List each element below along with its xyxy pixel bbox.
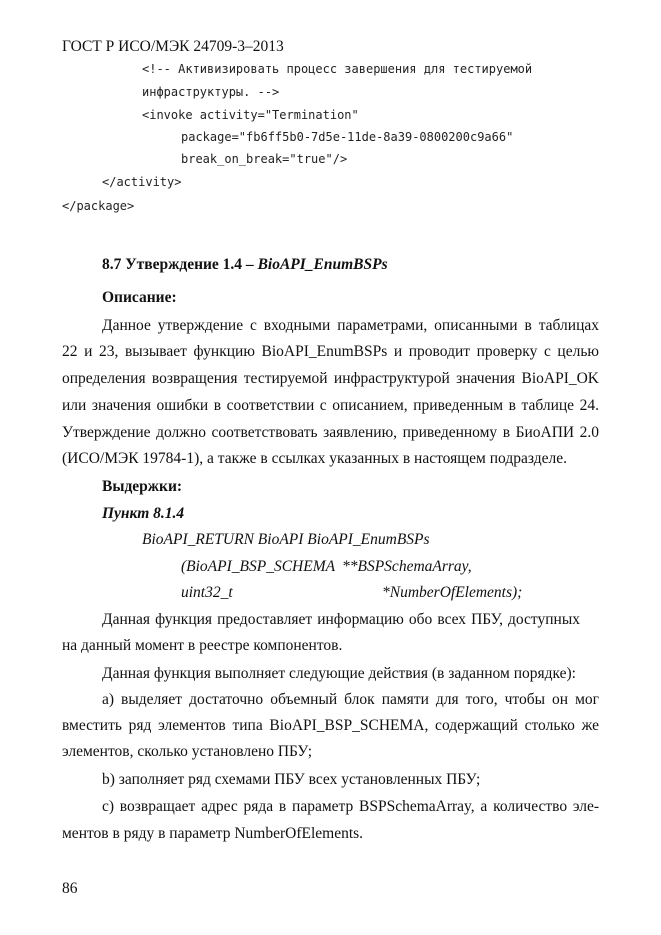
page-number: 86	[62, 880, 78, 897]
paragraph-line: Данная функция предоставляет информацию обо всех ПБУ, доступных	[102, 611, 580, 628]
list-item-a-line: а) выделяет достаточно объемный блок памяти для того, чтобы он мог	[102, 691, 599, 708]
list-item-c-line: c) возвращает адрес ряда в параметр BSPSchemaArray, а количество эле-	[102, 798, 599, 815]
list-item-a-line: элементов, сколько установлено ПБУ;	[62, 743, 313, 760]
code-line: break_on_break="true"/>	[181, 152, 348, 166]
paragraph-line: 22 и 23, вызывает функцию BioAPI_EnumBSPs и проводит проверку с целью	[62, 343, 599, 360]
code-line: package="fb6ff5b0-7d5e-11de-8a39-0800200c9a66"	[181, 130, 514, 144]
code-line: <!-- Активизировать процесс завершения для тестируемой	[142, 62, 533, 76]
signature-param-name: **BSPSchemaArray,	[342, 558, 472, 575]
code-line: </activity>	[102, 175, 182, 189]
list-item-c-line: ментов в ряду в параметр NumberOfElements.	[62, 825, 364, 842]
signature-param-type: (BioAPI_BSP_SCHEMA	[181, 558, 336, 575]
section-title-function: BioAPI_EnumBSPs	[257, 256, 388, 273]
paragraph-line: Данная функция выполняет следующие действия (в заданном порядке):	[102, 665, 576, 682]
paragraph-line: на данный момент в реестре компонентов.	[62, 637, 343, 654]
paragraph-line: определения возвращения тестируемой инфраструктурой значения BioAPI_OK	[62, 370, 599, 387]
function-signature: BioAPI_RETURN BioAPI BioAPI_EnumBSPs	[142, 531, 430, 548]
section-number-title: 8.7 Утверждение 1.4 –	[102, 256, 258, 273]
excerpts-heading: Выдержки:	[102, 478, 183, 495]
paragraph-line: (ИСО/МЭК 19784-1), а также в ссылках указанных в настоящем подразделе.	[62, 450, 567, 467]
code-line: инфраструктуры. -->	[142, 85, 280, 99]
section-heading	[102, 256, 388, 274]
code-line: <invoke activity="Termination"	[142, 108, 359, 122]
signature-param-name: *NumberOfElements);	[382, 584, 523, 601]
code-line: </package>	[62, 199, 135, 213]
paragraph-line: Данное утверждение с входными параметрами, описанными в таблицах	[102, 317, 599, 334]
signature-param-type: uint32_t	[181, 584, 233, 601]
paragraph-line: или значения ошибки в соответствии с описанием, приведенным в таблице 24.	[62, 397, 599, 414]
description-heading: Описание:	[102, 289, 177, 306]
paragraph-line: Утверждение должно соответствовать заявлению, приведенному в БиоАПИ 2.0	[62, 424, 599, 441]
list-item-a-line: вместить ряд элементов типа BioAPI_BSP_SCHEMA, содержащий столько же	[62, 717, 599, 734]
list-item-b: b) заполняет ряд схемами ПБУ всех установленных ПБУ;	[102, 771, 481, 788]
standard-header: ГОСТ Р ИСО/МЭК 24709-3–2013	[62, 38, 284, 55]
clause-reference: Пункт 8.1.4	[102, 505, 185, 522]
